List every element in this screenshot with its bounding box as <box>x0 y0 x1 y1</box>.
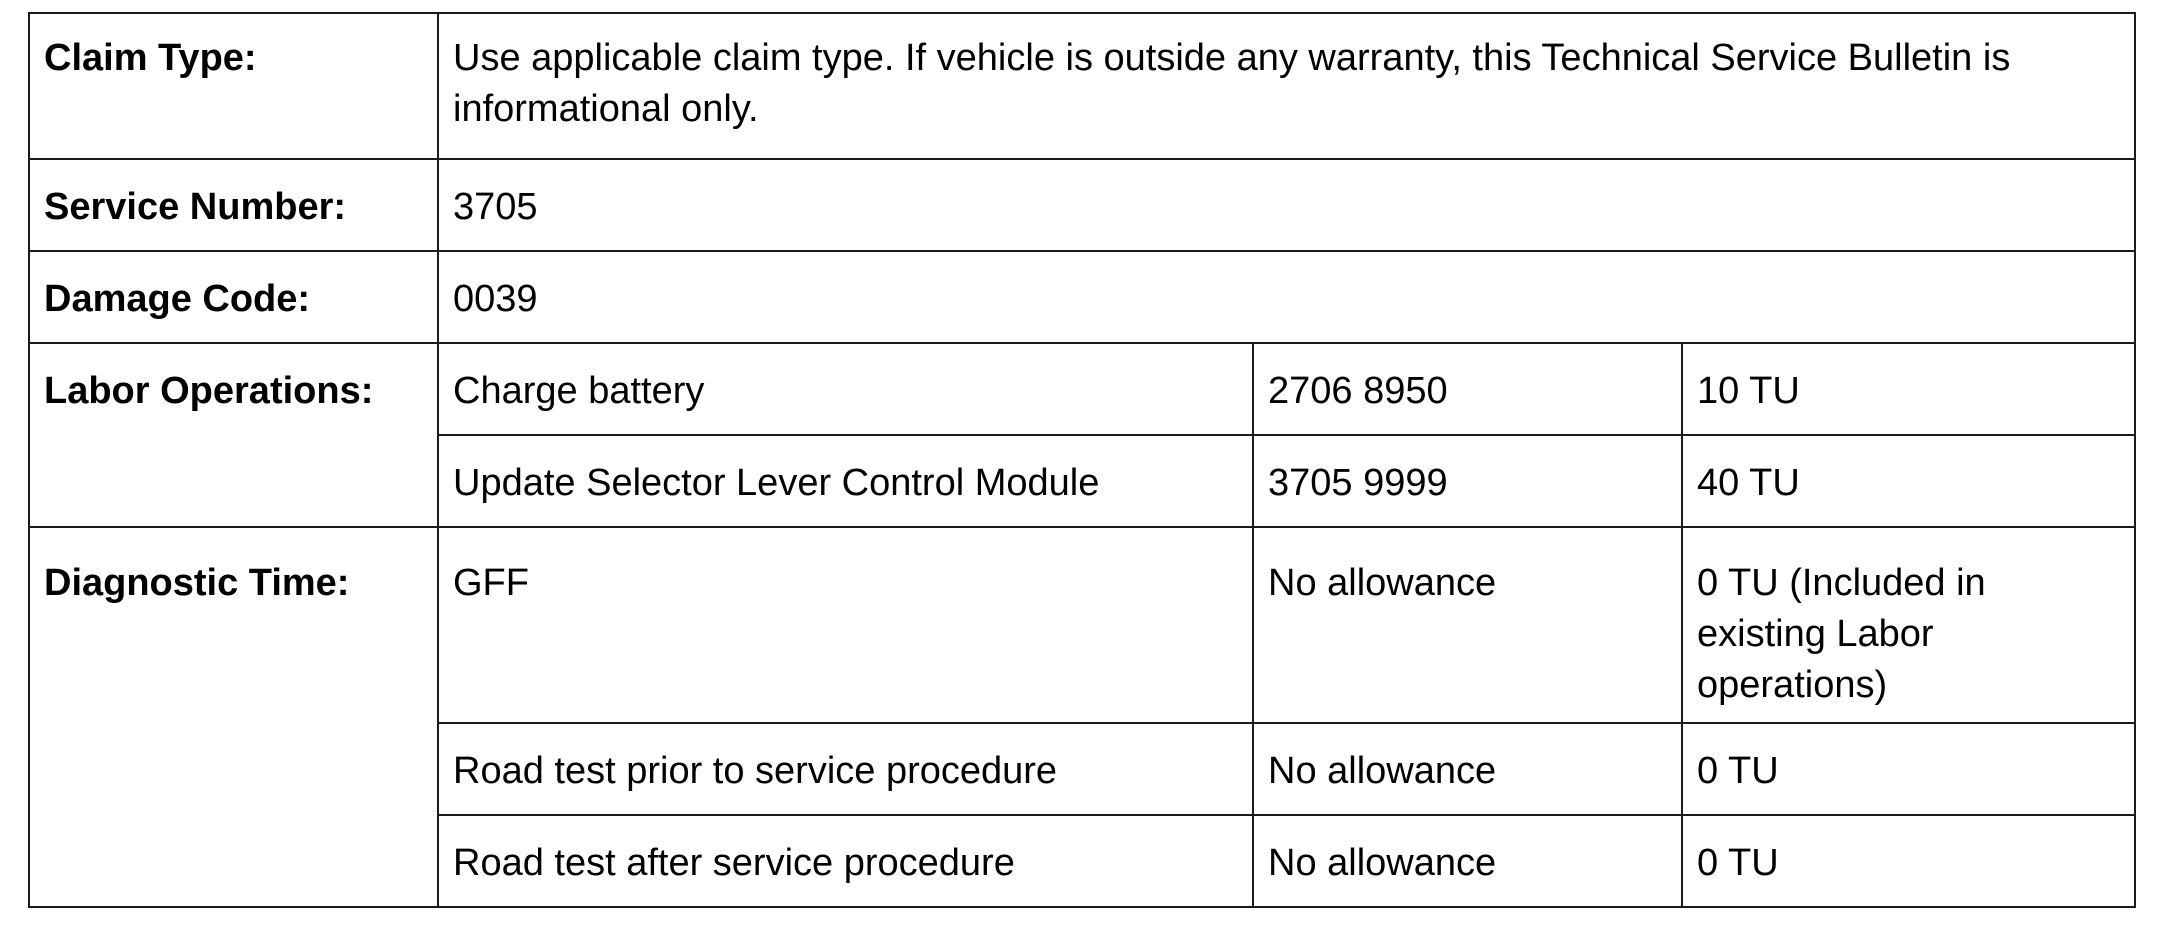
diagnostic-allowance: No allowance <box>1253 527 1682 723</box>
diagnostic-description: Road test after service procedure <box>438 815 1253 907</box>
labor-operation-row <box>29 343 2135 435</box>
labor-operation-time: 10 TU <box>1682 343 2135 435</box>
diagnostic-description: Road test prior to service procedure <box>438 723 1253 815</box>
damage-code-label: Damage Code: <box>29 251 438 343</box>
diagnostic-time-value: 0 TU <box>1682 723 2135 815</box>
diagnostic-time-label: Diagnostic Time: <box>29 527 438 907</box>
labor-operation-description: Update Selector Lever Control Module <box>438 435 1253 527</box>
labor-operations-label: Labor Operations: <box>29 343 438 527</box>
labor-operation-time: 40 TU <box>1682 435 2135 527</box>
diagnostic-description: GFF <box>438 527 1253 723</box>
claim-type-label: Claim Type: <box>29 13 438 159</box>
diagnostic-allowance: No allowance <box>1253 723 1682 815</box>
service-number-row <box>29 159 2135 251</box>
labor-operation-code: 3705 9999 <box>1253 435 1682 527</box>
diagnostic-allowance: No allowance <box>1253 815 1682 907</box>
diagnostic-time-value: 0 TU (Included in existing Labor operations) <box>1682 527 2135 723</box>
damage-code-row <box>29 251 2135 343</box>
service-number-label: Service Number: <box>29 159 438 251</box>
claim-type-row <box>29 13 2135 159</box>
service-number-value: 3705 <box>438 159 2135 251</box>
warranty-claim-table <box>28 12 2136 908</box>
diagnostic-time-row <box>29 527 2135 723</box>
diagnostic-time-value: 0 TU <box>1682 815 2135 907</box>
claim-type-value: Use applicable claim type. If vehicle is outside any warranty, this Technical Service Bulletin is informational only. <box>438 13 2135 159</box>
damage-code-value: 0039 <box>438 251 2135 343</box>
labor-operation-code: 2706 8950 <box>1253 343 1682 435</box>
labor-operation-description: Charge battery <box>438 343 1253 435</box>
